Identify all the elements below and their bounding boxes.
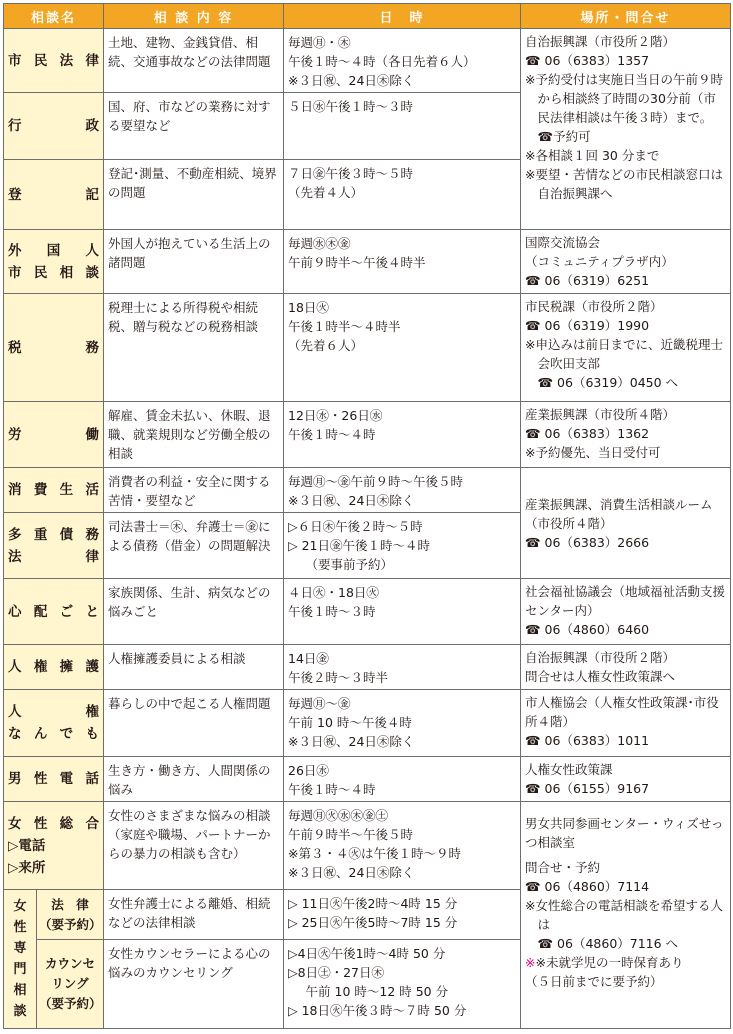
row-name-line: な ん で も (8, 726, 100, 742)
row-rodo (4, 402, 731, 468)
row-content: 登記･測量、不動産相続、境界の問題 (104, 160, 284, 230)
row-shinpai (4, 579, 731, 645)
date-line: 26日㊌ (288, 763, 329, 778)
date-line: 12日㊌・26日㊌ (288, 408, 383, 423)
row-content: 暮らしの中で起こる人権問題 (104, 690, 284, 757)
row-date (284, 513, 521, 579)
place-line: 男女共同参画センター・ウィズせっつ相談室 (525, 816, 724, 850)
row-place (521, 579, 731, 645)
date-line: ▷ 11日㊋午後2時～4時 15 分 (288, 896, 458, 911)
row-dansei (4, 757, 731, 802)
place-note: ※女性総合の電話相談を希望する人は (525, 898, 723, 932)
place-phone: ☎ 06（6319）0450 へ (537, 375, 679, 390)
row-content: 外国人が抱えている生活上の諸問題 (104, 230, 284, 294)
place-line: 自治振興課（市役所２階） (525, 650, 676, 665)
row-date (284, 294, 521, 402)
row-content: 女性のさまざまな悩みの相談（家庭や職場、パートナーからの暴力の相談も含む） (104, 802, 284, 890)
row-date (284, 802, 521, 890)
sub-name (37, 890, 104, 940)
sub-name-line: リング (51, 976, 89, 991)
header-place: 場所・問合せ (521, 4, 731, 29)
row-name (4, 757, 104, 802)
senmon-char: 性 (13, 920, 27, 935)
date-line: 午前 10 時～12 時 50 分 (305, 984, 449, 999)
place-line: 人権女性政策課 (525, 762, 613, 777)
row-date (284, 645, 521, 690)
place-note: ※各相談１回 30 分まで (525, 148, 660, 163)
date-line: ▷ 21日㊎午後１時～４時 (288, 538, 431, 553)
place-note: （５日前までに要予約） (525, 974, 663, 989)
date-line: 毎週㊊～㊎午前９時～午後５時 (288, 474, 464, 489)
row-date (284, 579, 521, 645)
row-date (284, 690, 521, 757)
row-name (4, 513, 104, 579)
sub-name-line: カウンセ (45, 956, 96, 971)
row-name (4, 160, 104, 230)
sub-name-line: 法 律 (51, 896, 89, 912)
place-note (525, 953, 726, 972)
place-phone: ☎ 06（6319）1990 (525, 318, 650, 333)
row-name (4, 230, 104, 294)
row-nandemo (4, 690, 731, 757)
row-content: 解雇、賃金未払い、休暇、退職、就業規則など労働全般の相談 (104, 402, 284, 468)
date-line: ※第３・４㊋は午後１時～９時 (288, 846, 461, 861)
row-place (521, 402, 731, 468)
date-line: ▷６日㊍午後２時～５時 (288, 519, 423, 534)
row-place (521, 29, 731, 230)
place-phone: ☎ 06（6383）2666 (525, 535, 650, 550)
date-line: ※３日㊗、24日㊍除く (288, 73, 415, 88)
row-name (4, 93, 104, 160)
row-date (284, 940, 521, 1029)
header-content: 相 談 内 容 (104, 4, 284, 29)
consultation-table (3, 3, 731, 1029)
place-line: 問合せは人権女性政策課へ (525, 669, 676, 684)
row-name-line: 多 重 債 務 (8, 526, 100, 543)
row-name-line: 外 国 人 (8, 242, 100, 259)
row-place (521, 690, 731, 757)
senmon-char: 相 (13, 983, 27, 998)
place-note: ※要望・苦情などの市民相談窓口は自治振興課へ (525, 167, 723, 201)
row-name-line: 男 性 電 話 (8, 771, 100, 787)
asterisk-mark: ※ (525, 955, 536, 970)
row-date (284, 93, 521, 160)
row-name-line: 税 務 (8, 339, 100, 356)
row-content: 女性弁護士による離婚、相続などの法律相談 (104, 890, 284, 940)
date-line: 午後１時～４時（各日先着６人） (288, 54, 476, 69)
place-line: （コミュニティプラザ内） (525, 254, 674, 269)
sub-name (37, 940, 104, 1029)
date-line: 午後１時半～４時半 (288, 319, 401, 334)
date-line: ４日㊋・18日㊋ (288, 585, 379, 600)
date-line: 毎週㊊・㊍ (288, 35, 351, 50)
place-line: 社会福祉協議会（地域福祉活動支援センター内） (525, 584, 726, 618)
row-name (4, 294, 104, 402)
row-name-line: 法 律 (8, 548, 100, 565)
date-line: 午前９時半～午後５時 (288, 827, 414, 842)
row-name (4, 645, 104, 690)
row-name (4, 402, 104, 468)
date-line: 午後１時～４時 (288, 427, 376, 442)
senmon-char: 門 (13, 962, 27, 977)
senmon-char: 女 (13, 899, 27, 914)
place-line: 問合せ・予約 (525, 860, 601, 875)
row-shimin (4, 29, 731, 93)
row-content: 女性カウンセラーによる心の悩みのカウンセリング (104, 940, 284, 1029)
row-name-line: 労 働 (8, 426, 100, 443)
place-phone: ☎ 06（4860）7116 へ (537, 936, 679, 951)
row-content: 消費者の利益・安全に関する苦情・要望など (104, 468, 284, 513)
row-place (521, 645, 731, 690)
row-place (521, 757, 731, 802)
place-line: 市民税課（市役所２階） (525, 299, 663, 314)
row-name-line: 消 費 生 活 (8, 482, 100, 498)
row-content: 司法書士＝㊍、弁護士＝㊎による債務（借金）の問題解決 (104, 513, 284, 579)
row-josei (4, 802, 731, 890)
row-name-line: 市 民 相 談 (8, 264, 100, 281)
date-line: ▷ 18日㊋午後３時～７時 50 分 (288, 1003, 467, 1018)
place-phone: ☎ 06（6383）1362 (525, 426, 650, 441)
row-content: 土地、建物、金銭貸借、相続、交通事故などの法律問題 (104, 29, 284, 93)
date-line: ▷8日㊏・27日㊍ (288, 965, 384, 980)
row-name (4, 468, 104, 513)
date-line: 午後１時～４時 (288, 782, 376, 797)
sub-name-line: （要予約） (39, 996, 102, 1011)
place-phone: ☎ 06（4860）6460 (525, 622, 650, 637)
row-date (284, 468, 521, 513)
sub-name-line: （要予約） (39, 916, 102, 932)
place-line: 国際交流協会 (525, 235, 601, 250)
senmon-char: 専 (13, 941, 27, 956)
place-line: 産業振興課（市役所４階） (525, 407, 676, 422)
date-line: ▷4日㊋午後1時～4時 50 分 (288, 946, 446, 961)
row-name (4, 802, 104, 890)
date-line: 午前 10 時～午後４時 (288, 715, 412, 730)
row-content: 生き方・働き方、人間関係の悩み (104, 757, 284, 802)
row-place (521, 468, 731, 579)
date-line: 毎週㊊～㊎ (288, 696, 351, 711)
row-name-line: 人 権 擁 護 (8, 659, 100, 675)
row-place (521, 802, 731, 1029)
date-line: 午前９時半～午後４時半 (288, 255, 426, 270)
row-name-line: ▷電話 (8, 837, 46, 854)
row-date (284, 757, 521, 802)
place-phone: ☎ 06（4860）7114 (525, 879, 650, 894)
row-gaikoku (4, 230, 731, 294)
date-line: 毎週㊌㊍㊎ (288, 236, 351, 251)
row-shohi (4, 468, 731, 513)
row-name-line: 人 権 (8, 704, 100, 720)
row-place (521, 230, 731, 294)
place-note: ※予約優先、当日受付可 (525, 445, 661, 460)
place-phone: ☎ 06（6319）6251 (525, 273, 650, 288)
row-name-line: 登 記 (8, 186, 100, 203)
row-content: 国、府、市などの業務に対する要望など (104, 93, 284, 160)
date-line: 14日㊎ (288, 651, 329, 666)
date-line: ▷ 25日㊋午後5時～7時 15 分 (288, 915, 458, 930)
row-date (284, 29, 521, 93)
row-date (284, 402, 521, 468)
row-name (4, 579, 104, 645)
date-line: ７日㊎午後３時～５時 (288, 166, 414, 181)
place-note: ※申込みは前日までに、近畿税理士会吹田支部 (525, 337, 723, 371)
row-place (521, 294, 731, 402)
header-name: 相談名 (4, 4, 104, 29)
row-zeimu (4, 294, 731, 402)
row-date (284, 160, 521, 230)
header-row (4, 4, 731, 29)
row-content: 税理士による所得税や相続税、贈与税などの税務相談 (104, 294, 284, 402)
row-date (284, 890, 521, 940)
date-line: （先着４人） (288, 185, 364, 200)
date-line: ※３日㊗、24日㊍除く (288, 493, 415, 508)
row-name-line: 女 性 総 合 (8, 815, 100, 832)
place-line: 産業振興課、消費生活相談ルーム（市役所４階） (525, 497, 713, 531)
date-line: ※３日㊗、24日㊍除く (288, 865, 415, 880)
place-phone: ☎ 06（6155）9167 (525, 781, 650, 796)
row-name-line: ▷来所 (8, 859, 46, 876)
row-name (4, 690, 104, 757)
date-line: 毎週㊊㊋㊌㊍㊎㊏ (288, 808, 389, 823)
senmon-label (4, 890, 37, 1029)
place-note-text: ※未就学児の一時保育あり (535, 955, 684, 970)
date-line: （先着６人） (288, 338, 364, 353)
row-jinken (4, 645, 731, 690)
row-content: 家族関係、生計、病気などの悩みごと (104, 579, 284, 645)
row-name-line: 心 配 ご と (8, 603, 100, 620)
place-line: 市人権協会（人権女性政策課･市役所４階） (525, 695, 719, 729)
date-line: 午後１時～３時 (288, 604, 376, 619)
row-name (4, 29, 104, 93)
senmon-char: 談 (13, 1004, 27, 1019)
place-phone: ☎ 06（6383）1357 (525, 53, 650, 68)
header-date: 日 時 (284, 4, 521, 29)
row-name-line: 行 政 (8, 118, 100, 134)
row-date (284, 230, 521, 294)
place-note: ※予約受付は実施日当日の午前９時から相談終了時間の30分前（市民法律相談は午後３時）まで。☎予約可 (525, 72, 723, 144)
place-line: 自治振興課（市役所２階） (525, 34, 676, 49)
date-line: 18日㊋ (288, 300, 329, 315)
date-line: ５日㊌午後１時～３時 (288, 99, 414, 114)
place-phone: ☎ 06（6383）1011 (525, 733, 650, 748)
row-content: 人権擁護委員による相談 (104, 645, 284, 690)
date-line: （要事前予約） (305, 557, 394, 572)
date-line: 午後２時～３時半 (288, 670, 389, 685)
date-line: ※３日㊗、24日㊍除く (288, 734, 415, 749)
row-name-line: 市 民 法 律 (8, 52, 100, 69)
